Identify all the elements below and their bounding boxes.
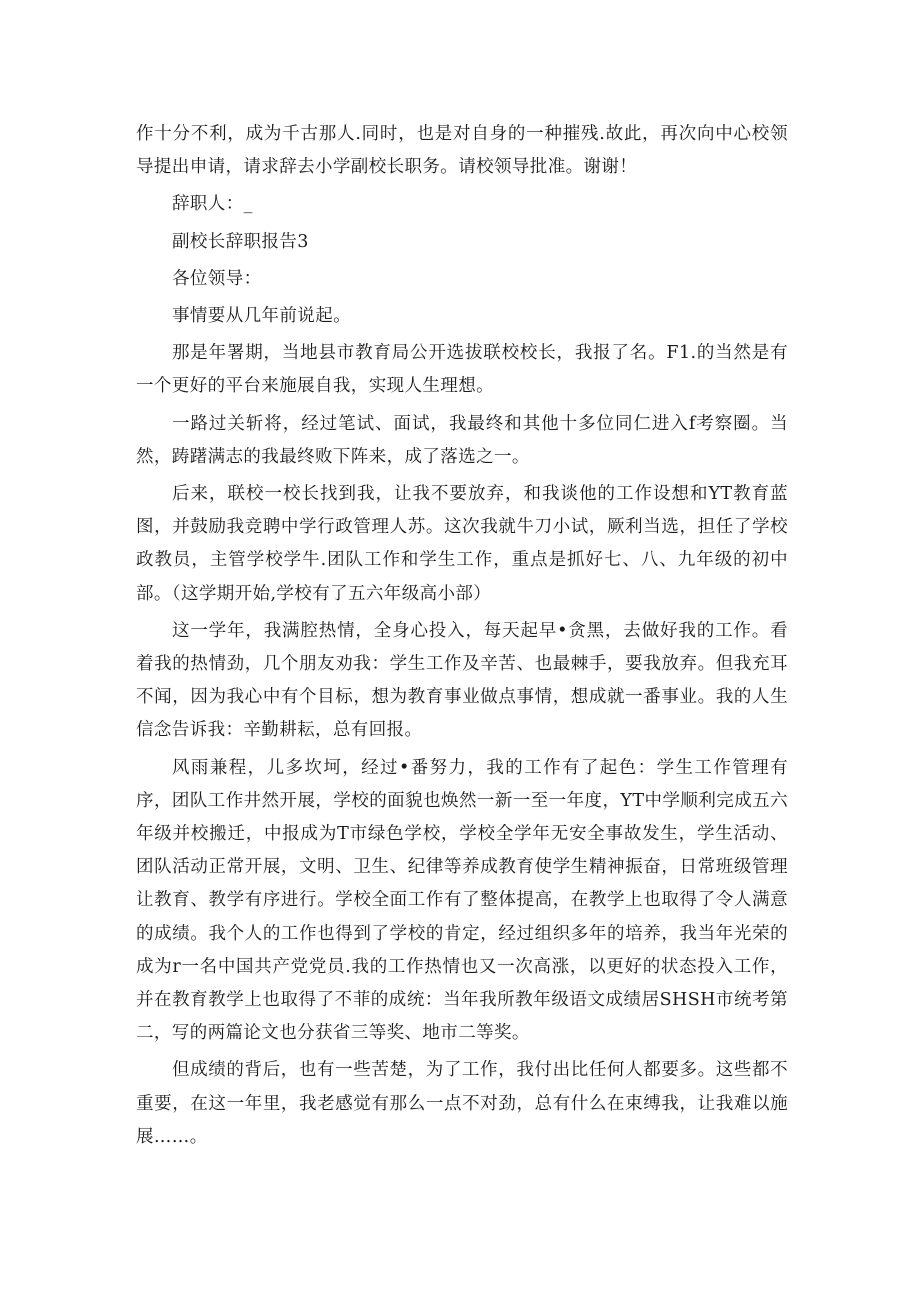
paragraph-appointment: 后来，联校一校长找到我，让我不要放弃，和我谈他的工作设想和YT教育蓝图，并鼓励我竞聘中学行政管理人苏。这次我就牛刀小试，厥利当选，担任了学校政教员，主管学校学牛.团队工作和学生工作，重点是抓好七、八、九年级的初中部。（这学期开始,学校有了五六年级高小部）: [136, 484, 788, 604]
paragraph-achievements: 风雨兼程，儿多坎坷，经过•番努力，我的工作有了起色：学生工作管理有序，团队工作井然开展，学校的面貌也焕然一新一至一年度，YT中学顺利完成五六年级并校搬迁，中报成为T市绿色学校，学校全学年无安全事故发生，学生活动、团队活动正常开展，文明、卫生、纪律等养成教育使学生精神振奋，日常班级管理让教育、教学有序进行。学校全面工作有了整体提高，在教学上也取得了令人满意的成绩。我个人的工作也得到了学校的肯定，经过组织多年的培养，我当年光荣的成为r一名中国共产党党员.我的工作热情也又一次高涨，以更好的状态投入工作，并在教育教学上也取得了不菲的成统：当年我所教年级语文成绩居SHSH市统考第二，写的两篇论文也分获省三等奖、地市二等奖。: [136, 757, 788, 1044]
paragraph-hardship: 但成绩的背后，也有一些苦楚，为了工作，我付出比任何人都要多。这些都不重要，在这一年里，我老感觉有那么一点不对劲，总有什么在束缚我，让我难以施展……。: [136, 1060, 788, 1147]
salutation: 各位领导：: [172, 268, 262, 289]
paragraph-selection: 一路过关斩将，经过笔试、面试，我最终和其他十多位同仁进入f考察圈。当然，踌躇满志的我最终败下阵来，成了落选之一。: [136, 413, 788, 467]
document-body: [136, 118, 788, 1154]
paragraph-first-year: 这一学年，我满腔热情，全身心投入，每天起早•贪黑，去做好我的工作。看着我的热情劲，几个朋友劝我：学生工作及辛苦、也最棘手，要我放弃。但我充耳不闻，因为我心中有个目标，想为教育事业做点事情，想成就一番事业。我的人生信念告诉我：辛勤耕耘，总有回报。: [136, 620, 788, 741]
signature-line: 辞职人：_: [172, 194, 253, 215]
paragraph-opening: 事情要从几年前说起。: [172, 306, 351, 327]
paragraph-resignation-closing: 作十分不利，成为千古那人.同时，也是对自身的一种摧残.故此，再次向中心校领导提出申请，请求辞去小学副校长职务。请校领导批准。谢谢！: [136, 124, 788, 178]
section-title: 副校长辞职报告3: [172, 231, 309, 252]
paragraph-election: 那是年署期，当地县市教育局公开选拔联校校长，我报了名。F1.的当然是有一个更好的平台来施展自我，实现人生理想。: [136, 343, 788, 397]
